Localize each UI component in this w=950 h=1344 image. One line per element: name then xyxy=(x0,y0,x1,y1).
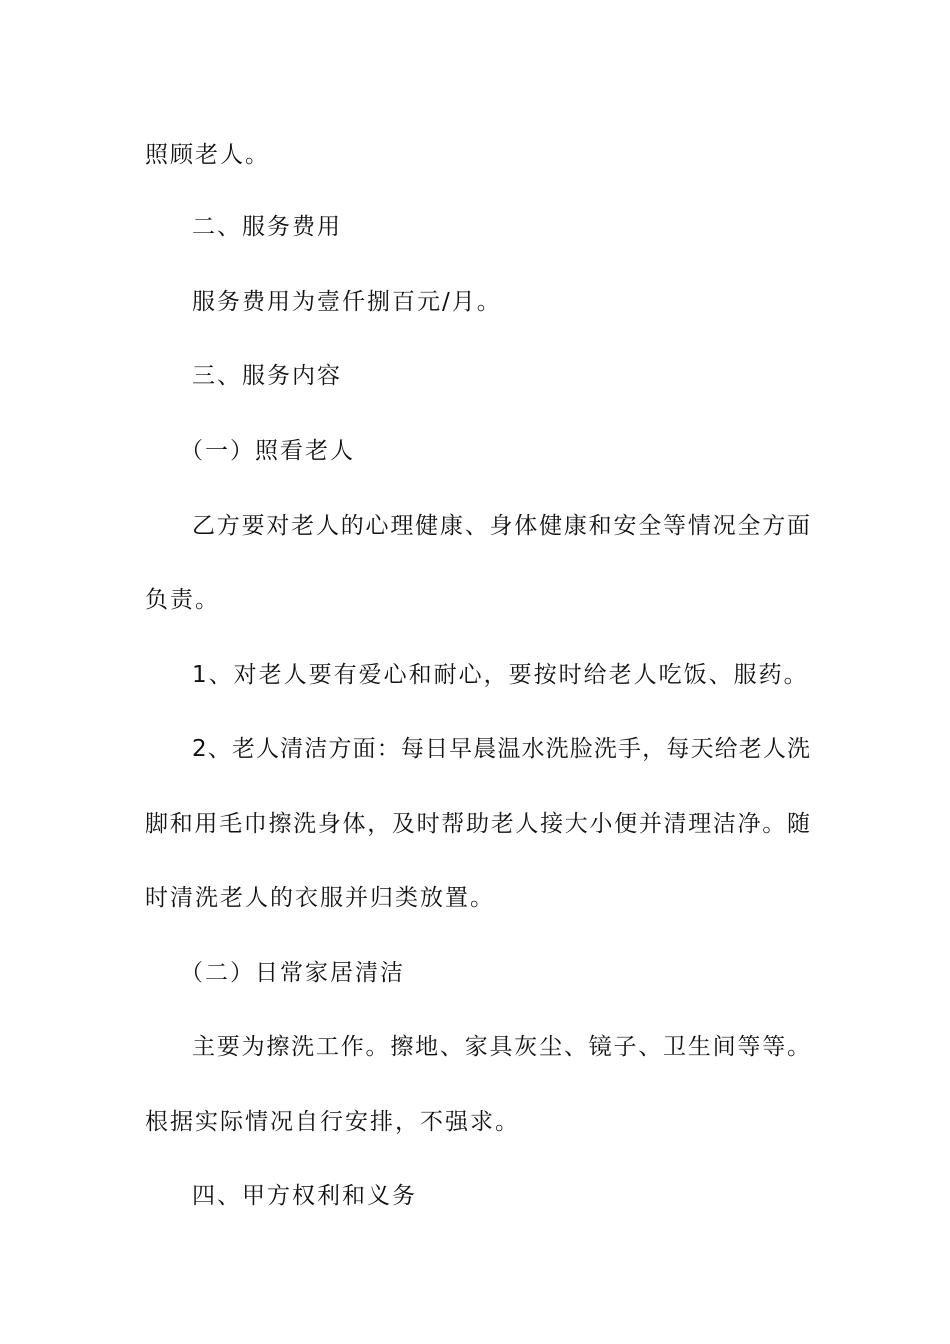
list-item: 1、对老人要有爱心和耐心，要按时给老人吃饭、服药。 xyxy=(192,662,809,688)
section-heading: 二、服务费用 xyxy=(192,214,342,240)
section-heading: 四、甲方权利和义务 xyxy=(192,1183,417,1209)
subsection-heading: （一）照看老人 xyxy=(180,438,355,464)
section-heading: 三、服务内容 xyxy=(192,363,342,389)
subsection-heading: （二）日常家居清洁 xyxy=(180,960,405,986)
text-line: 时清洗老人的衣服并归类放置。 xyxy=(145,885,495,911)
text-line: 根据实际情况自行安排，不强求。 xyxy=(145,1109,520,1135)
text-line: 负责。 xyxy=(145,587,220,613)
text-line: 乙方要对老人的心理健康、身体健康和安全等情况全方面 xyxy=(192,513,810,539)
text-line: 主要为擦洗工作。擦地、家具灰尘、镜子、卫生间等等。 xyxy=(192,1034,810,1060)
text-line: 照顾老人。 xyxy=(145,142,270,168)
text-line: 服务费用为壹仟捌百元/月。 xyxy=(192,289,502,315)
list-item: 2、老人清洁方面：每日早晨温水洗脸洗手，每天给老人洗 xyxy=(192,736,810,762)
text-line: 脚和用毛巾擦洗身体，及时帮助老人接大小便并清理洁净。随 xyxy=(145,811,810,837)
